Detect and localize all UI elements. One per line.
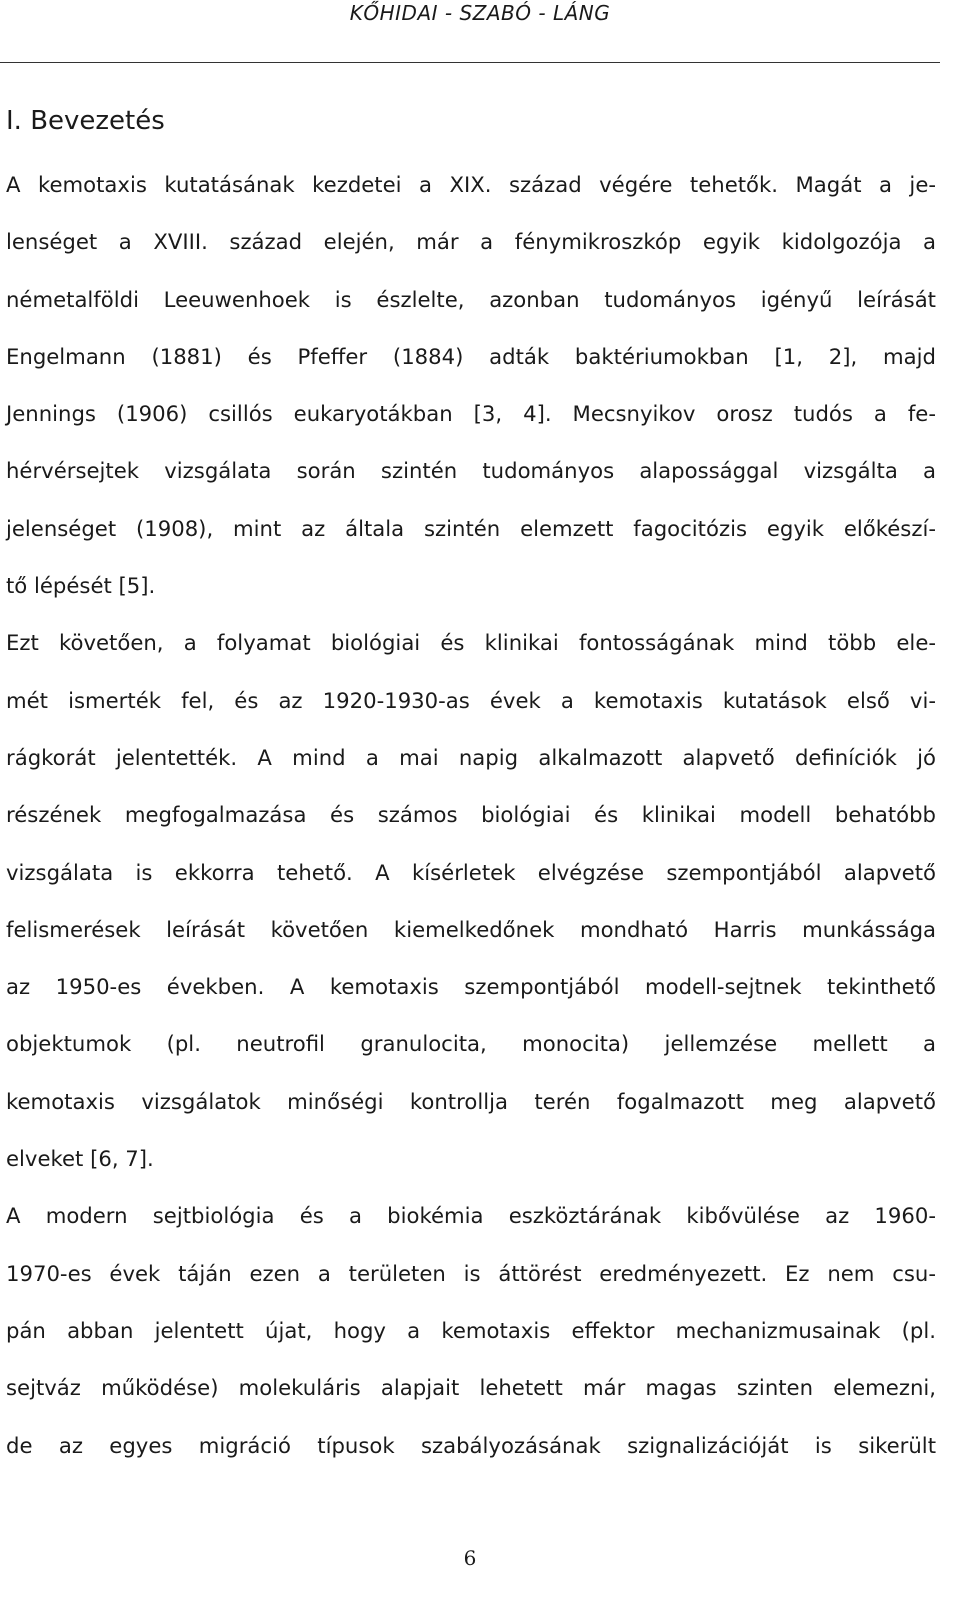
paragraph-2: [6, 614, 936, 1187]
text-line: A kemotaxis kutatásának kezdetei a XIX. század végére tehetők. Magát a je-: [6, 172, 936, 197]
text-line: rágkorát jelentették. A mind a mai napig alkalmazott alapvető definíciók jó: [6, 744, 936, 770]
page-number: 6: [463, 1546, 477, 1570]
text-line: pán abban jelentett újat, hogy a kemotaxis effektor mechanizmusainak (pl.: [6, 1317, 936, 1343]
header-divider: [0, 62, 940, 63]
text-line: Ezt követően, a folyamat biológiai és klinikai fontosságának mind több ele-: [6, 630, 936, 656]
text-line: sejtváz működése) molekuláris alapjait lehetett már magas szinten elemezni,: [6, 1375, 936, 1401]
text-line: Engelmann (1881) és Pfeffer (1884) adták baktériumokban [1, 2], majd: [6, 343, 936, 369]
text-line: de az egyes migráció típusok szabályozásának szignalizációját is sikerült: [6, 1432, 936, 1458]
paragraph-1: [6, 156, 936, 614]
text-line: A modern sejtbiológia és a biokémia eszköztárának kibővülése az 1960-: [6, 1203, 936, 1229]
text-line: felismerések leírását követően kiemelkedőnek mondható Harris munkássága: [6, 916, 936, 942]
text-line: hérvérsejtek vizsgálata során szintén tudományos alapossággal vizsgálta a: [6, 458, 936, 484]
text-line: objektumok (pl. neutrofil granulocita, monocita) jellemzése mellett a: [6, 1031, 936, 1057]
running-header: KŐHIDAI - SZABÓ - LÁNG: [349, 1, 611, 25]
section-title: I. Bevezetés: [6, 106, 165, 136]
text-line: kemotaxis vizsgálatok minőségi kontrollja terén fogalmazott meg alapvető: [6, 1088, 936, 1114]
text-line: tő lépését [5].: [6, 573, 156, 599]
text-line: az 1950-es években. A kemotaxis szempontjából modell-sejtnek tekinthető: [6, 974, 936, 1000]
text-line: 1970-es évek táján ezen a területen is áttörést eredményezett. Ez nem csu-: [6, 1260, 936, 1286]
text-line: részének megfogalmazása és számos biológiai és klinikai modell behatóbb: [6, 802, 936, 828]
text-line: mét ismerték fel, és az 1920-1930-as évek a kemotaxis kutatások első vi-: [6, 687, 936, 713]
text-line: lenséget a XVIII. század elején, már a fénymikroszkóp egyik kidolgozója a: [6, 229, 936, 255]
text-line: vizsgálata is ekkorra tehető. A kísérletek elvégzése szempontjából alapvető: [6, 859, 936, 885]
text-line: Jennings (1906) csillós eukaryotákban [3, 4]. Mecsnyikov orosz tudós a fe-: [6, 401, 936, 427]
paragraph-3: [6, 1187, 936, 1473]
text-line: elveket [6, 7].: [6, 1146, 154, 1172]
text-line: németalföldi Leeuwenhoek is észlelte, azonban tudományos igényű leírását: [6, 286, 936, 312]
body-text: [6, 156, 936, 1474]
text-line: jelenséget (1908), mint az általa szintén elemzett fagocitózis egyik előkészí-: [6, 515, 936, 541]
